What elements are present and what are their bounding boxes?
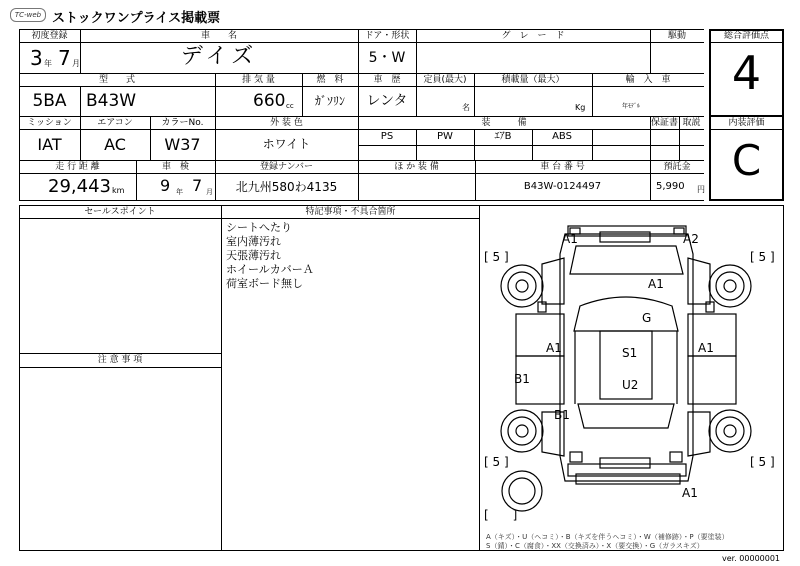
damage-label: G bbox=[642, 311, 652, 325]
chassis-header: 車 台 番 号 bbox=[540, 162, 585, 172]
car-name-header: 車 名 bbox=[200, 31, 237, 41]
interior-header: 内装評価 bbox=[728, 118, 765, 128]
model-prefix: 5BA bbox=[32, 91, 67, 111]
model-code: B43W bbox=[86, 91, 137, 111]
damage-label: S1 bbox=[622, 346, 638, 360]
first-reg-month: 7 bbox=[58, 46, 71, 70]
model-header: 型 式 bbox=[98, 75, 135, 85]
damage-label: B1 bbox=[554, 408, 570, 422]
displacement-value: 660 bbox=[253, 91, 286, 111]
first-reg-header: 初度登録 bbox=[31, 31, 68, 41]
aircon-value: AC bbox=[104, 135, 126, 154]
inspection-header: 車 検 bbox=[161, 162, 189, 172]
car-damage-diagram bbox=[480, 206, 783, 550]
plate-value: 北九州580わ4135 bbox=[235, 180, 338, 194]
remark-item: 荷室ボード無し bbox=[226, 277, 303, 290]
mileage-header: 走 行 距 離 bbox=[55, 162, 100, 172]
remark-item: 室内薄汚れ bbox=[226, 235, 281, 248]
spare-bracket: [ ] bbox=[484, 508, 518, 522]
first-reg-year: 3 bbox=[30, 46, 43, 70]
price-unit: 円 bbox=[697, 185, 705, 194]
import-unit: 年ﾓﾃﾞﾙ bbox=[622, 103, 641, 110]
exterior-color-header: 外 装 色 bbox=[270, 118, 303, 128]
mission-header: ミッション bbox=[27, 118, 72, 128]
exterior-color-value: ホワイト bbox=[262, 137, 311, 151]
mission-value: IAT bbox=[37, 135, 62, 154]
damage-label: U2 bbox=[622, 378, 639, 392]
color-no-value: W37 bbox=[164, 135, 201, 154]
displacement-header: 排 気 量 bbox=[242, 75, 275, 85]
plate-header: 登録ナンバー bbox=[260, 162, 313, 172]
price-header: 預託金 bbox=[663, 162, 691, 172]
total-score-header: 総合評価点 bbox=[723, 31, 769, 41]
equipment-abs: ABS bbox=[552, 131, 572, 142]
manual-header: 取説 bbox=[682, 118, 701, 128]
color-no-header: カラーNo. bbox=[161, 118, 204, 128]
door-shape-header: ドア・形状 bbox=[364, 31, 410, 41]
inspection-month-unit: 月 bbox=[206, 188, 213, 196]
door-shape: 5・W bbox=[368, 50, 406, 66]
interior-score: C bbox=[731, 136, 762, 185]
damage-label: A1 bbox=[562, 232, 578, 246]
equipment-airbag: ｴｱB bbox=[494, 131, 512, 142]
remarks-list bbox=[226, 221, 314, 291]
legend-line-1: A（キズ）・U（ヘコミ）・B（キズを伴うヘコミ）・W（補修跡）・P（要塗装） bbox=[486, 533, 729, 541]
capacity-unit: 名 bbox=[462, 103, 470, 112]
car-name: デイズ bbox=[180, 44, 258, 69]
inspection-year-unit: 年 bbox=[176, 188, 183, 196]
remarks-header: 特記事項・不具合箇所 bbox=[305, 207, 396, 217]
inspection-year: 9 bbox=[160, 176, 171, 195]
fuel-value: ｶﾞｿﾘﾝ bbox=[314, 94, 345, 108]
damage-label: A1 bbox=[648, 277, 664, 291]
aircon-header: エアコン bbox=[97, 118, 133, 128]
tire-score: [ 5 ] bbox=[750, 455, 775, 469]
damage-label: B1 bbox=[514, 372, 530, 386]
mileage-unit: km bbox=[112, 186, 125, 195]
tire-score: [ 5 ] bbox=[750, 250, 775, 264]
history-value: レンタ bbox=[366, 93, 408, 109]
tire-score: [ 5 ] bbox=[484, 455, 509, 469]
other-equip-header: ほ か 装 備 bbox=[394, 162, 439, 172]
total-score: 4 bbox=[731, 46, 762, 100]
chassis-value: B43W-0124497 bbox=[523, 181, 602, 192]
version-label: ver. 00000001 bbox=[722, 554, 781, 563]
load-unit: Kg bbox=[575, 103, 586, 112]
equipment-pw: PW bbox=[437, 131, 453, 142]
legend-line-2: S（錆）・C（腐食）・XX（交換済み）・X（要交換）・G（ガラスキズ） bbox=[486, 542, 704, 550]
drive-header: 駆動 bbox=[667, 31, 686, 41]
load-header: 積載量（最大） bbox=[501, 75, 565, 85]
equipment-ps: PS bbox=[380, 131, 394, 142]
import-header: 輸 入 車 bbox=[625, 75, 671, 85]
inspection-month: 7 bbox=[192, 176, 203, 195]
remark-item: シートへたり bbox=[226, 221, 292, 234]
tcweb-logo: TC-web bbox=[10, 8, 46, 22]
price-value: 5,990 bbox=[656, 181, 685, 192]
notes-header: 注 意 事 項 bbox=[97, 355, 143, 365]
sales-point-header: セールスポイント bbox=[84, 207, 156, 217]
warranty-header: 保証書 bbox=[650, 118, 678, 128]
history-header: 車 歴 bbox=[373, 75, 401, 85]
year-unit: 年 bbox=[44, 59, 52, 68]
damage-label: A1 bbox=[698, 341, 714, 355]
remark-item: ホイールカバーＡ bbox=[226, 263, 314, 276]
page-title: ストックワンプライス掲載票 bbox=[52, 11, 221, 26]
equipment-header: 装 備 bbox=[481, 118, 527, 128]
remark-item: 天張薄汚れ bbox=[226, 249, 281, 262]
mileage-value: 29,443 bbox=[48, 176, 111, 197]
grade-header: グ レ ー ド bbox=[501, 31, 565, 41]
month-unit: 月 bbox=[72, 59, 80, 68]
damage-label: A2 bbox=[683, 232, 699, 246]
displacement-unit: cc bbox=[286, 102, 294, 110]
fuel-header: 燃 料 bbox=[316, 75, 344, 85]
capacity-header: 定員(最大) bbox=[423, 75, 467, 85]
damage-label: A1 bbox=[546, 341, 562, 355]
damage-label: A1 bbox=[682, 486, 698, 500]
tire-score: [ 5 ] bbox=[484, 250, 509, 264]
